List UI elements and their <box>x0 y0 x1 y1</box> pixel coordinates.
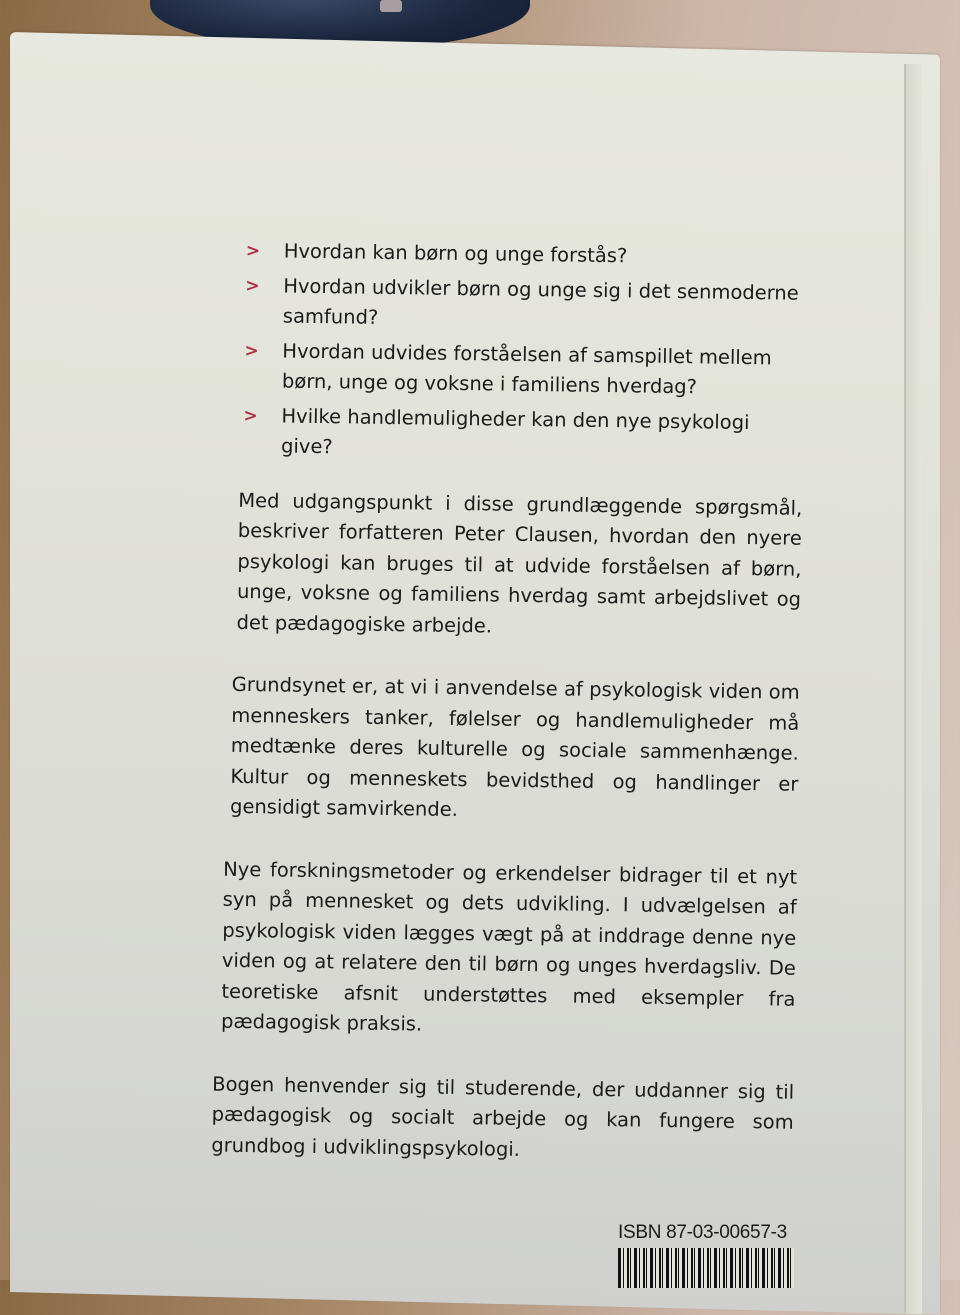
chevron-right-icon: > <box>244 340 259 361</box>
question-text: Hvordan udvikler børn og unge sig i det senmoderne samfund? <box>282 274 799 329</box>
question-text: Hvordan udvides forståelsen af samspillet mellem børn, unge og voksne i familiens hverdag? <box>281 339 772 399</box>
barcode-image <box>618 1248 794 1288</box>
chevron-right-icon: > <box>245 240 261 262</box>
cover-spine-edge <box>904 64 922 1314</box>
cover-text-block <box>211 236 806 1201</box>
question-item <box>244 335 805 404</box>
paragraph-grundsyn: Grundsynet er, at vi i anvendelse af psykologisk viden om menneskers tanker, følelser og handlemuligheder må medtænke deres kulturelle og sociale sammenhænge. Kultur og menneskets bevidsthed og handlinger er gensidigt samvirkende. <box>229 672 800 822</box>
paragraph-intro: Med udgangspunkt i disse grundlæggende spørgsmål, beskriver forfatteren Peter Clausen, hvordan den nyere psykologi kan bruges til at udvide forståelsen af børn, unge, voksne og familiens hverdag samt arbejdslivet og det pædagogiske arbejde. <box>236 488 803 637</box>
question-list <box>243 236 806 469</box>
isbn-label: ISBN 87-03-00657-3 <box>618 1222 787 1243</box>
question-text: Hvilke handlemuligheder kan den nye psykologi give? <box>280 404 750 459</box>
chevron-right-icon: > <box>243 405 258 426</box>
question-item <box>246 236 806 274</box>
question-item <box>245 270 806 339</box>
question-item <box>243 400 804 469</box>
paragraph-audience: Bogen henvender sig til studerende, der uddanner sig til pædagogisk og socialt arbejde og kan fungere som grundbog i udviklingspsykologi. <box>211 1072 795 1161</box>
paragraph-research: Nye forskningsmetoder og erkendelser bidrager til et nyt syn på mennesket og dets udvikling. I udvælgelsen af psykologisk viden lægges vægt på at inddrage denne nye viden og at relatere den til børn og unges hverdagsliv. De teoretiske afsnit understøttes med eksempler fra pædagogisk praksis. <box>220 857 798 1036</box>
chevron-right-icon: > <box>245 275 260 296</box>
question-text: Hvordan kan børn og unge forstås? <box>283 239 628 268</box>
